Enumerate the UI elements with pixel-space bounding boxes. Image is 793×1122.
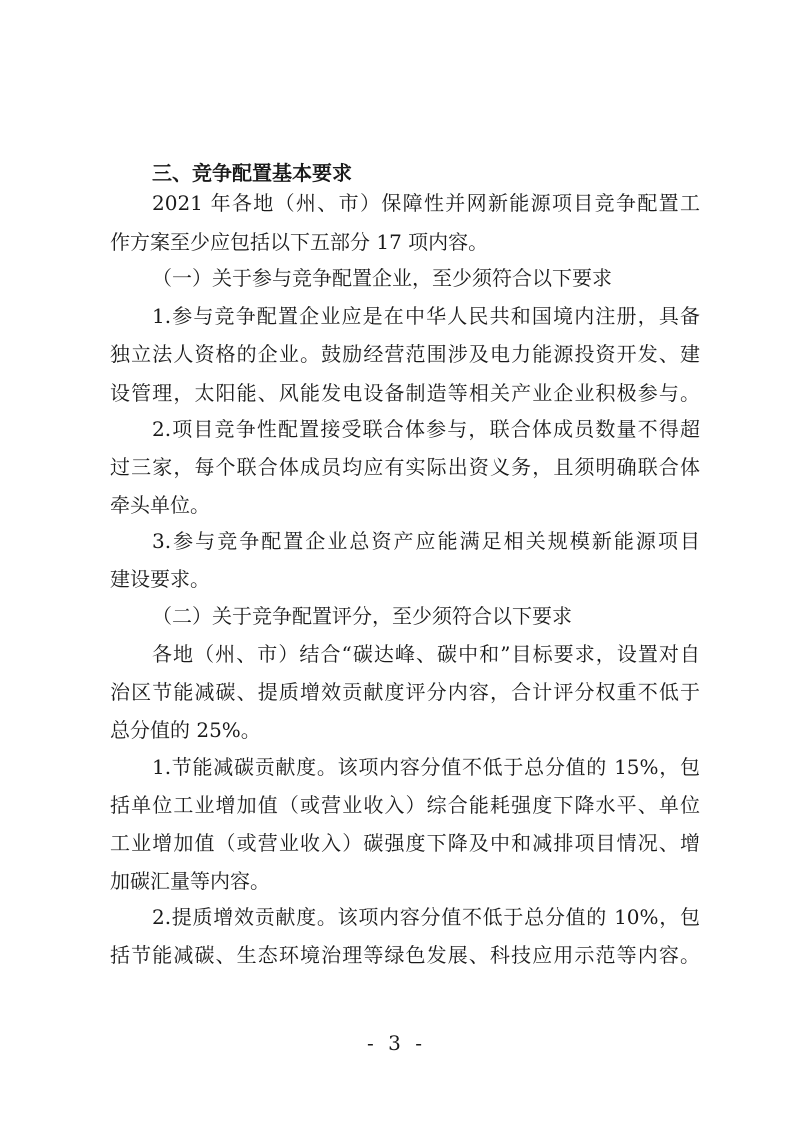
part1-item2-line2-text: 过三家，每个联合体成员均应有实际出资义务，且须明确联合体: [110, 455, 700, 479]
part2-intro-line3-text: 总分值的 25%。: [110, 718, 261, 742]
part1-item2-line1-text: 2.项目竞争性配置接受联合体参与，联合体成员数量不得超: [152, 417, 700, 441]
part1-item2-line3-text: 牵头单位。: [110, 493, 210, 517]
page-number: - 3 -: [367, 1031, 426, 1055]
part2-subheading-text: （二）关于竞争配置评分，至少须符合以下要求: [152, 604, 572, 628]
part2-item2-line1-text: 2.提质增效贡献度。该项内容分值不低于总分值的 10%，包: [152, 905, 700, 929]
part1-item3-line1-text: 3.参与竞争配置企业总资产应能满足相关规模新能源项目: [152, 529, 700, 553]
part2-intro-line1-text: 各地（州、市）结合“碳达峰、碳中和”目标要求，设置对自: [152, 642, 700, 666]
intro-line2-text: 作方案至少应包括以下五部分 17 项内容。: [110, 230, 489, 254]
part2-intro-line2-text: 治区节能减碳、提质增效贡献度评分内容，合计评分权重不低于: [110, 680, 700, 704]
part1-subheading-text: （一）关于参与竞争配置企业，至少须符合以下要求: [152, 266, 612, 290]
part1-item1-line2-text: 独立法人资格的企业。鼓励经营范围涉及电力能源投资开发、建: [110, 342, 700, 366]
part2-item1-line2-text: 括单位工业增加值（或营业收入）综合能耗强度下降水平、单位: [110, 793, 700, 817]
part2-item1-line4-text: 加碳汇量等内容。: [110, 869, 270, 893]
intro-line1-text: 2021 年各地（州、市）保障性并网新能源项目竞争配置工: [152, 191, 700, 215]
section-heading-text: 三、竞争配置基本要求: [152, 161, 352, 185]
part2-item1-line3-text: 工业增加值（或营业收入）碳强度下降及中和减排项目情况、增: [110, 831, 700, 855]
part1-item3-line2-text: 建设要求。: [110, 567, 210, 591]
part1-item1-line3-text: 设管理，太阳能、风能发电设备制造等相关产业企业积极参与。: [110, 381, 700, 405]
part2-item2-line2-text: 括节能减碳、生态环境治理等绿色发展、科技应用示范等内容。: [110, 943, 700, 967]
part1-item1-line1-text: 1.参与竞争配置企业应是在中华人民共和国境内注册，具备: [152, 304, 700, 328]
part2-item1-line1-text: 1.节能减碳贡献度。该项内容分值不低于总分值的 15%，包: [152, 755, 700, 779]
